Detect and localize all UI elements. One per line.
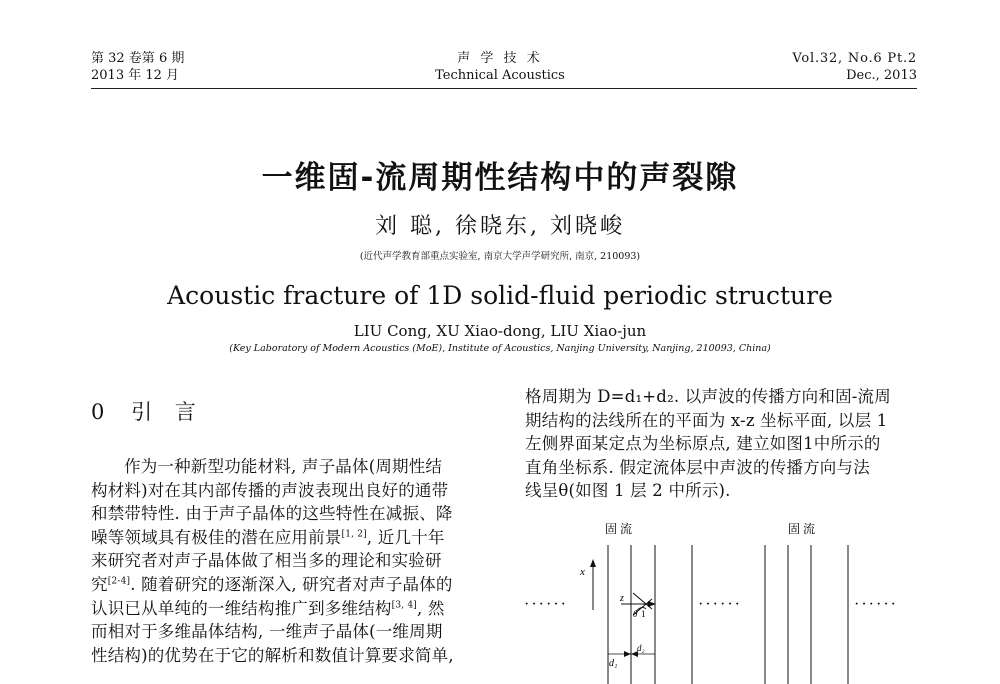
text-line: 性结构)的优势在于它的解析和数值计算要求简单, [91, 645, 454, 665]
title-cn: 一维固-流周期性结构中的声裂隙 [261, 160, 739, 196]
figure-label-left: 固 流 [605, 522, 633, 536]
header-rule [91, 88, 917, 89]
text-line [91, 526, 496, 550]
authors-en: LIU Cong, XU Xiao-dong, LIU Xiao-jun [353, 322, 647, 340]
text-line [91, 573, 496, 597]
affiliation-en: (Key Laboratory of Modern Acoustics (MoE), Institute of Acoustics, Nanjing University, Nanjing, 210093, China) [229, 343, 771, 354]
section-title: 引 言 [131, 400, 204, 424]
text-span: , 然 [417, 598, 445, 618]
text-line: 线呈θ(如图 1 层 2 中所示). [525, 481, 731, 501]
header-date-en: Dec., 2013 [846, 68, 917, 83]
header-right [717, 50, 917, 84]
journal-name-en: Technical Acoustics [435, 68, 565, 83]
x-axis-arrow [590, 559, 596, 567]
text-line: 和禁带特性. 由于声子晶体的这些特性在减振、降 [91, 504, 453, 524]
affiliation-cn: (近代声学教育部重点实验室, 南京大学声学研究所, 南京, 210093) [359, 251, 641, 262]
text-line: 来研究者对声子晶体做了相当多的理论和实验研 [91, 551, 442, 571]
text-span: , 近几十年 [366, 527, 445, 547]
axis-label-z: z [620, 593, 624, 604]
label-d2: d₂ [637, 643, 645, 653]
title-en: Acoustic fracture of 1D solid-fluid periodic structure [167, 281, 833, 310]
header-volume-en: Vol.32, No.6 Pt.2 [792, 51, 917, 66]
axis-label-x: x [580, 566, 585, 578]
text-line [91, 597, 496, 621]
text-line: 而相对于多维晶体结构, 一维声子晶体(一维周期 [91, 622, 443, 642]
header-volume: 第 32 卷第 6 期 [91, 51, 185, 66]
right-paragraph [525, 385, 920, 503]
text-line: 期结构的法线所在的平面为 x-z 坐标平面, 以层 1 [525, 410, 888, 430]
layer-number: 1 [641, 609, 646, 619]
header-center [400, 50, 600, 84]
continuation-dots-middle: ······ [698, 596, 742, 613]
citation-ref[interactable]: [2-4] [107, 576, 131, 587]
citation-ref[interactable]: [3, 4] [391, 600, 418, 611]
authors-cn: 刘 聪, 徐晓东, 刘晓峻 [375, 214, 625, 239]
text-line: 构材料)对在其内部传播的声波表现出良好的通带 [91, 480, 449, 500]
intro-paragraph [91, 455, 496, 667]
figure-1-diagram [520, 515, 920, 684]
continuation-dots-left: ······ [524, 596, 568, 613]
citation-ref[interactable]: [1, 2] [341, 529, 367, 540]
text-line: 左侧界面某定点为坐标原点, 建立如图1中所示的 [525, 434, 881, 454]
header-left [91, 50, 184, 84]
text-span: 究 [91, 574, 108, 594]
section-number: 0 [91, 400, 105, 424]
d1-arrow [624, 651, 631, 657]
text-span: . 随着研究的逐渐深入, 研究者对声子晶体的 [130, 574, 453, 594]
header-date: 2013 年 12 月 [91, 68, 180, 83]
text-span: 认识已从单纯的一维结构推广到多维结构 [91, 598, 392, 618]
continuation-dots-right: ······ [854, 596, 898, 613]
section-heading [91, 396, 204, 426]
angle-theta: θ [633, 609, 638, 619]
figure-label-right: 固 流 [788, 522, 816, 536]
label-d1: d₁ [609, 658, 618, 669]
text-line: 直角坐标系. 假定流体层中声波的传播方向与法 [525, 457, 870, 477]
text-span: 噪等领域具有极佳的潜在应用前景 [91, 527, 342, 547]
journal-name-cn: 声 学 技 术 [457, 51, 543, 66]
text-line: 作为一种新型功能材料, 声子晶体(周期性结 [124, 457, 443, 476]
text-line: 格周期为 D=d₁+d₂. 以声波的传播方向和固-流周 [525, 387, 891, 406]
